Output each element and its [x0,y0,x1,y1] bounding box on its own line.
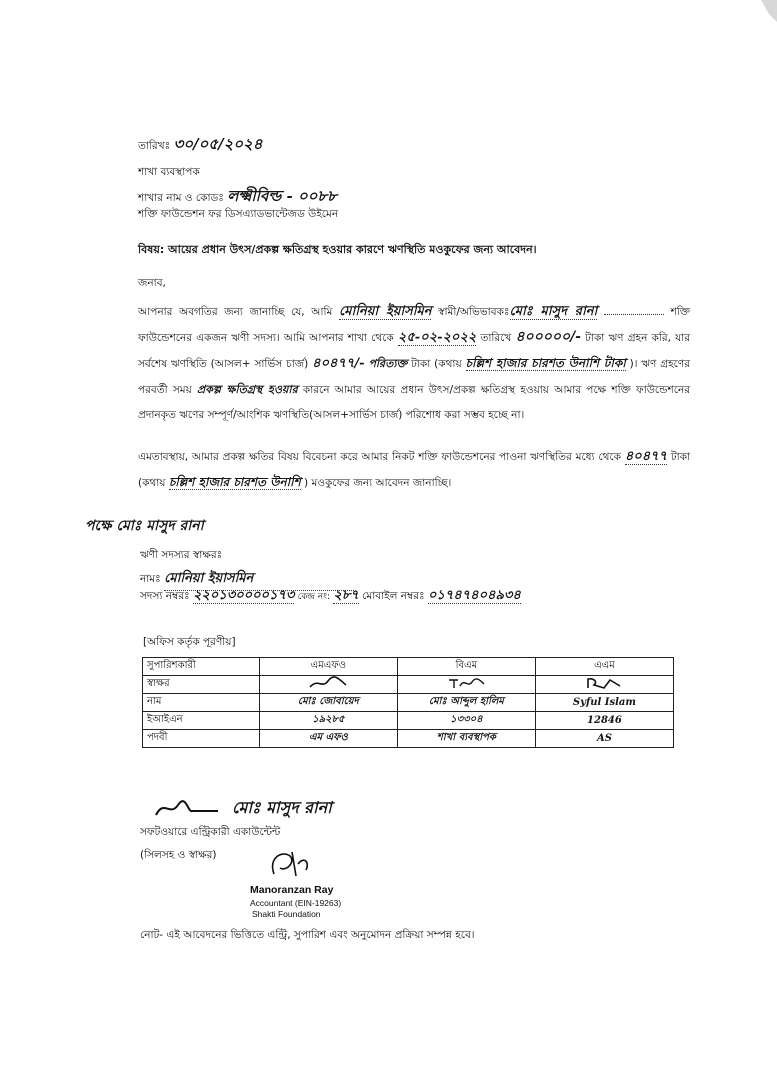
p1-text-6: টাকা (কথায় [411,358,462,370]
bm-ein: ১৩৩০৪ [397,712,535,730]
application-paragraph-2 [138,444,690,496]
organization-line: শক্তি ফাউন্ডেশন ফর ডিসএ্যাডভান্টেজড উইমেন [138,208,339,220]
footer-note: নোট- এই আবেদনের ভিত্তিতে এন্ট্রি, সুপারিশ এবং অনুমোদন প্রক্রিয়া সম্পন্ন হবে। [140,929,475,941]
bm-name: মোঃ আব্দুল হালিম [397,694,535,712]
row-label-designation: পদবী [143,730,260,748]
table-row [143,730,674,748]
table-row [143,712,674,730]
table-row [143,694,674,712]
member-number-row [140,586,521,607]
bm-designation: শাখা ব্যবস্থাপক [397,730,535,748]
member-name-hw: মোনিয়া ইয়াসমিন [338,304,432,319]
stamp-title: Accountant (EIN-19263) [250,898,342,908]
mfo-name: মোঃ জোবায়েদ [259,694,397,712]
p1-text-8: কারনে আমার আয়ের প্রধান উৎস/প্রকল্প ক্ষতিগ্রস্থ হওয়ায় আমার পক্ষে শক্তি ফাউন্ডেশনের প্রদানকৃত ঋণের সম্পূর্ণ/আংশিক ঋণস্থিতি(আসল+সার্ভিস চার্জ) পরিশোধ করা সম্ভব হচ্ছে না। [138,384,690,421]
date-label: তারিখঃ [138,140,171,152]
subject-line: বিষয়: আয়ের প্রধান উৎস/প্রকল্প ক্ষতিগ্রস্থ হওয়ার কারণে ঋণস্থিতি মওকুফের জন্য আবেদন। [138,243,537,256]
member-handwritten-signature: পক্ষে মোঃ মাসুদ রানা [85,518,204,534]
recipient-title: শাখা ব্যবস্থাপক [138,166,200,178]
am-signature [535,676,673,694]
mfo-signature [259,676,397,694]
table-row [143,676,674,694]
row-label-signature: স্বাক্ষর [143,676,260,694]
waiver-amount-hw: ৪০৪৭৭ [624,449,668,464]
accountant-signature [266,846,314,880]
seal-signature-label: (সিলসহ ও স্বাক্ষর) [140,849,217,861]
stamp-organization: Shakti Foundation [252,909,321,919]
center-label: কেন্দ্র নং: [297,592,331,602]
row-label-name: নাম [143,694,260,712]
p2-text-3: ) মওকুফের জন্য আবেদন জানাচ্ছি। [304,477,452,489]
branch-label: শাখার নাম ও কোডঃ [138,192,224,204]
am-name: Syful Islam [535,694,673,712]
header-recommender: সুপারিশকারী [143,658,260,676]
software-entry-label: সফটওয়ারে এন্ট্রিকারী একাউন্টেন্ট [140,826,281,838]
branch-value: লক্ষ্মীবিল্ড - ০০৮৮ [227,187,337,205]
header-bm: বিএম [397,658,535,676]
stamp-name: Manoranzan Ray [250,884,334,896]
balance-hw: ৪০৪৭৭/- [312,356,365,371]
date-value: ৩০/০৫/২০২৪ [173,135,263,153]
bm-signature [397,676,535,694]
mfo-ein: ১৯২৮৫ [259,712,397,730]
bottom-signature-mark [152,795,222,821]
margin-note-right-hw: পরিত্যক্ত [368,357,408,370]
p1-text-4: তারিখে [480,332,512,344]
member-signature-label: ঋণী সদস্যর স্বাক্ষরঃ [140,549,223,561]
mobile-value: ০১৭৪৭৪০৪৯৩৪ [427,588,521,603]
mobile-label: মোবাইল নম্বরঃ [362,590,425,602]
header-mfo: এমএফও [259,658,397,676]
date-row [138,133,263,158]
p1-text-2: স্বামী/অভিভাবকঃ [438,306,510,318]
blank-line [604,314,664,315]
scan-corner-mark [755,0,777,22]
name-label: নামঃ [140,573,161,585]
p2-text-1: এমতাবস্থায়, আমার প্রকল্প ক্ষতির বিষয় বিবেচনা করে আমার নিকট শক্তি ফাউন্ডেশনের পাওনা ঋণস্থিতির মধ্যে থেকে [138,451,622,463]
p1-text-3: শক্তি ফাউন্ডেশনের একজন ঋণী সদস্য। আমি আপনার শাখা থেকে [138,306,690,344]
header-am: এএম [535,658,673,676]
mfo-designation: এম এফও [259,730,397,748]
waiver-words-hw: চল্লিশ হাজার চারশত উনাশি [168,475,301,489]
am-designation: AS [535,730,673,748]
center-value: ২৮৭ [333,588,359,603]
p1-text-7: )। ঋণ গ্রহণের পরবর্তী সময় [138,358,690,396]
am-ein: 12846 [535,712,673,730]
office-approval-table [142,657,674,748]
loan-amount-hw: ৪০০০০০/- [515,329,581,345]
bottom-handwritten-name: মোঃ মাসুদ রানা [232,798,332,817]
p1-text-1: আপনার অবগতির জন্য জানাচ্ছি যে, আমি [138,306,333,318]
balance-words-hw: চল্লিশ হাজার চারশত উনাশি টাকা [465,356,626,370]
p1-text-5: টাকা ঋণ গ্রহন করি, যার সর্বশেষ ঋণস্থিতি (আসল+ সার্ভিস চার্জ) [138,332,690,370]
p2-text-2: টাকা (কথায় [138,451,691,489]
margin-note-left-hw: প্রকল্প ক্ষতিগ্রস্থ হওয়ার [197,383,298,396]
salutation: জনাব, [138,277,166,289]
table-header-row [143,658,674,676]
guardian-name-hw: মোঃ মাসুদ রানা [509,304,598,319]
member-no-label: সদস্য নম্বরঃ [140,590,190,602]
row-label-ein: ইআইএন [143,712,260,730]
member-no-value: ২২০১৩০০০০১৭৩ [192,588,295,603]
loan-date-hw: ২৫-০২-২০২২ [397,330,477,345]
office-use-label: [অফিস কর্তৃক পূরণীয়] [143,636,236,648]
member-name-value: মোনিয়া ইয়াসমিন [164,569,354,591]
application-paragraph-1 [138,299,690,428]
